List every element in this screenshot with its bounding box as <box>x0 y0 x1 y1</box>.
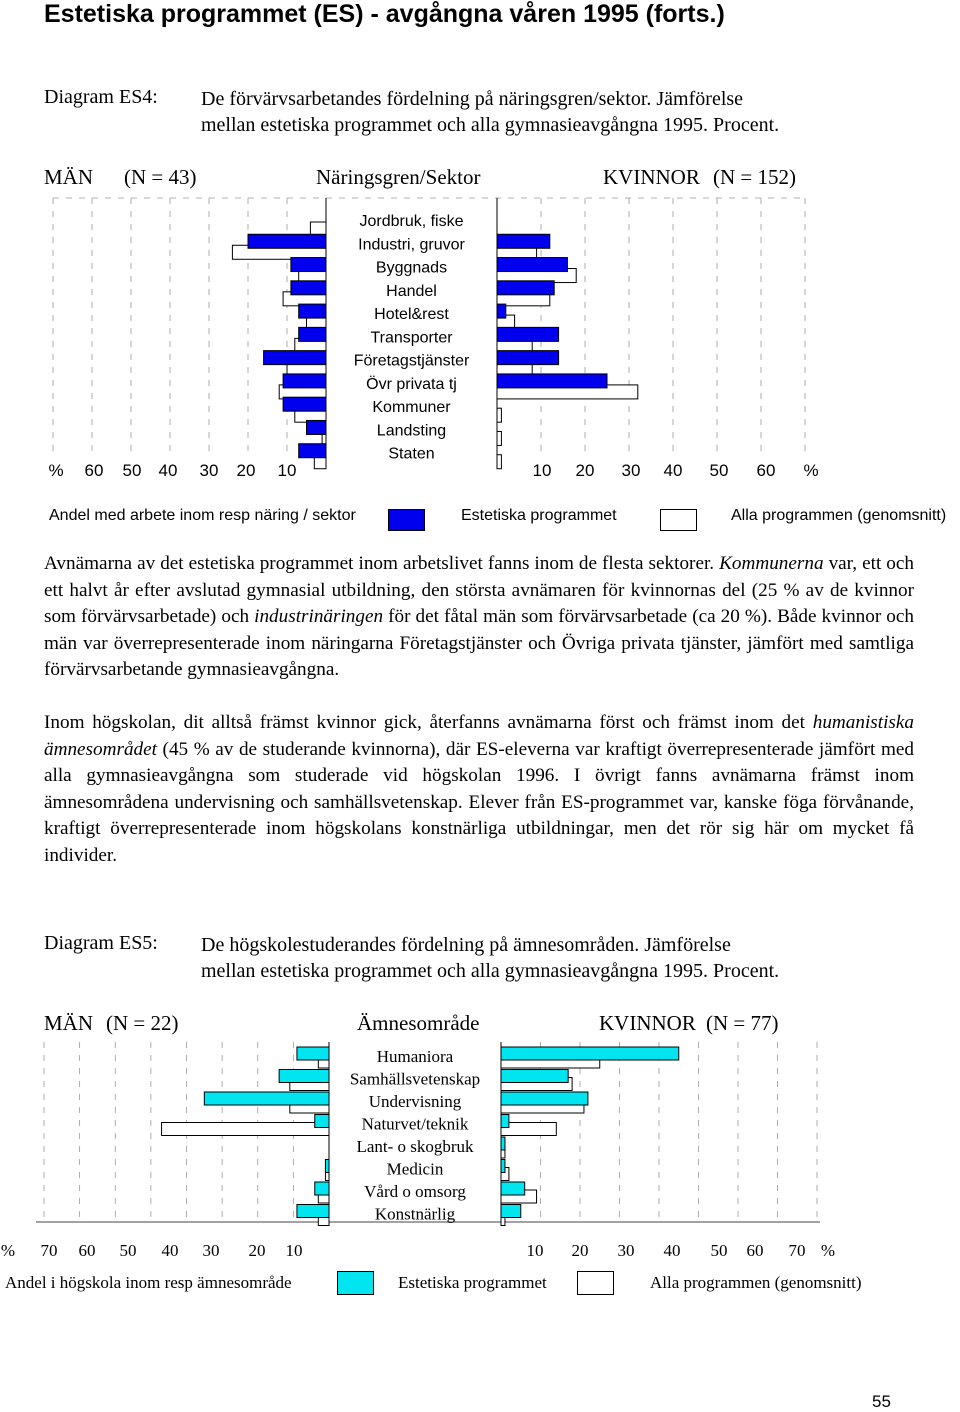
es4-left-tick-label: 10 <box>277 461 297 480</box>
es5-right-tick-label: 20 <box>571 1241 589 1260</box>
es4-left-tick-label: 20 <box>236 461 256 480</box>
es5-left-tick-label: 30 <box>202 1241 220 1260</box>
es5-left-tick-label: 20 <box>248 1241 266 1260</box>
diagram-es4-caption-1: De förvärvsarbetandes fördelning på näringsgren/sektor. Jämförelse <box>201 88 744 110</box>
es4-category-label: Byggnads <box>375 259 448 277</box>
es4-category-label: Transporter <box>370 329 453 347</box>
es5-bar-women-program <box>501 1182 525 1195</box>
es4-category-label: Företagstjänster <box>353 352 470 370</box>
es4-left-tick-label: 60 <box>84 461 104 480</box>
es4-women-label: KVINNOR <box>603 165 700 189</box>
es4-category-label: Handel <box>386 282 437 300</box>
es5-bar-men-program <box>297 1047 329 1060</box>
es4-category-label: Industri, gruvor <box>358 236 465 254</box>
es5-right-tick-label: 60 <box>746 1241 764 1260</box>
es5-category-label: Vård o omsorg <box>364 1182 466 1201</box>
es4-category-label: Jordbruk, fiske <box>359 213 464 230</box>
es5-bar-men-program <box>315 1115 329 1128</box>
es5-bar-men-program <box>315 1182 329 1195</box>
page-title: Estetiska programmet (ES) - avgångna våren 1995 (forts.) <box>44 0 725 28</box>
es5-category-label: Medicin <box>386 1159 444 1179</box>
es5-category-label: Humaniora <box>376 1047 454 1066</box>
es4-women-n: (N = 152) <box>713 165 796 189</box>
es5-right-tick-label: 40 <box>663 1241 681 1260</box>
es5-left-tick-label: % <box>0 1241 16 1260</box>
es5-men-n: (N = 22) <box>106 1011 179 1035</box>
es5-legend-axis-label: Andel i högskola inom resp ämnesområde <box>5 1273 292 1292</box>
es5-men-label: MÄN <box>44 1011 94 1035</box>
es5-legend-all-swatch <box>577 1271 614 1295</box>
paragraph-1-text-e: för det fåtal män som förvärvsarbetade (ca 20 %). Både kvinnor och män var överrepresenterade inom näringarna Företagstjänster och Övriga privata tjänster, jämfört med samtliga förvärvsarbetande gymnasieavgångna. <box>44 606 914 680</box>
es5-bar-women-program <box>501 1160 505 1173</box>
es4-category-label: Landsting <box>376 422 447 440</box>
paragraph-1-emph-b: Kommunerna <box>719 553 824 574</box>
es4-right-tick-label: 50 <box>709 461 729 480</box>
es5-category-label: Konstnärlig <box>374 1204 456 1224</box>
es4-legend-program-label: Estetiska programmet <box>461 507 617 524</box>
paragraph-2-text-a: Inom högskolan, dit alltså främst kvinnor gick, återfanns avnämarna först och främst inom det <box>44 712 813 733</box>
es5-bar-men-all <box>162 1123 329 1136</box>
es5-right-tick-label: 30 <box>617 1241 635 1260</box>
paragraph-2-text-c: (45 % av de studerande kvinnorna), där ES-eleverna var kraftigt överrepresenterade jämfört med alla gymnasieavgångna som studerade vid högskolan 1996. I övrigt fanns avnämarna främst inom ämnesområdena undervisning och samhällsvetenskap. Elever från ES-programmet var, kanske föga förvånande, kraftigt överrepresenterade inom högskolans konstnärliga utbildningar, men det rör sig här om mycket få individer. <box>44 738 914 866</box>
es5-right-tick-label: 70 <box>788 1241 806 1260</box>
es4-right-tick-label: 60 <box>756 461 776 480</box>
es5-women-n: (N = 77) <box>706 1011 779 1035</box>
es5-left-tick-label: 70 <box>40 1241 58 1260</box>
es5-bar-men-program <box>204 1092 329 1105</box>
es5-center-label: Ämnesområde <box>357 1011 480 1035</box>
es4-category-label: Hotel&rest <box>374 306 449 324</box>
diagram-es4-label: Diagram ES4: <box>44 86 158 108</box>
es5-left-tick-label: 60 <box>78 1241 96 1260</box>
es4-left-tick-label: % <box>48 461 64 480</box>
es5-bar-women-program <box>501 1115 509 1128</box>
es5-bar-women-program <box>501 1205 521 1218</box>
es4-right-tick-label: 40 <box>663 461 683 480</box>
es4-legend-axis-label: Andel med arbete inom resp näring / sektor <box>49 507 356 524</box>
es4-right-tick-label: 20 <box>575 461 595 480</box>
es5-right-tick-label: 10 <box>526 1241 544 1260</box>
paragraph-1-emph-d: industrinäringen <box>254 606 384 627</box>
es5-left-tick-label: 50 <box>119 1241 137 1260</box>
es4-center-label: Näringsgren/Sektor <box>316 165 481 189</box>
es4-men-label: MÄN <box>44 165 94 189</box>
es4-category-label: Staten <box>388 445 435 463</box>
es5-bar-men-program <box>279 1070 329 1083</box>
es5-bar-women-program <box>501 1047 679 1060</box>
es5-left-tick-label: 40 <box>161 1241 179 1260</box>
es5-right-tick-label: 50 <box>710 1241 728 1260</box>
es5-women-label: KVINNOR <box>599 1011 696 1035</box>
es5-category-label: Lant- o skogbruk <box>356 1137 474 1156</box>
es5-legend-all-label: Alla programmen (genomsnitt) <box>650 1273 862 1292</box>
es5-bar-men-program <box>297 1205 329 1218</box>
diagram-es5-label: Diagram ES5: <box>44 932 158 954</box>
es4-right-tick-label: 10 <box>532 461 552 480</box>
es4-men-n: (N = 43) <box>124 165 197 189</box>
es5-legend-program-label: Estetiska programmet <box>398 1273 547 1292</box>
es5-bar-women-program <box>501 1070 568 1083</box>
es4-right-tick-label: % <box>803 461 819 480</box>
diagram-es4-caption-2: mellan estetiska programmet och alla gymnasieavgångna 1995. Procent. <box>201 114 780 136</box>
paragraph-2-emph-b: humanistiska ämnesområdet <box>44 712 914 760</box>
es5-category-label: Samhällsvetenskap <box>349 1069 481 1089</box>
es4-category-label: Övr privata tj <box>366 375 457 393</box>
es5-left-tick-label: 10 <box>285 1241 303 1260</box>
es4-legend-all-label: Alla programmen (genomsnitt) <box>731 507 947 524</box>
es5-bar-men-program <box>325 1160 329 1173</box>
es4-left-tick-label: 40 <box>158 461 178 480</box>
es4-category-label: Kommuner <box>372 399 451 417</box>
es5-right-tick-label: % <box>820 1241 836 1260</box>
es4-left-tick-label: 50 <box>122 461 142 480</box>
es5-legend-program-swatch <box>337 1271 374 1295</box>
diagram-es5-caption-2: mellan estetiska programmet och alla gymnasieavgångna 1995. Procent. <box>201 960 780 982</box>
page-number: 55 <box>872 1392 891 1411</box>
paragraph-1-text-c: var, ett och ett halvt år efter avslutad gymnasial utbildning, den största avnämaren för kvinnornas del (25 % av de kvinnor som förvärvsarbetade) och <box>44 553 914 627</box>
es5-category-label: Undervisning <box>368 1092 462 1111</box>
es4-right-tick-label: 30 <box>621 461 641 480</box>
diagram-es5-caption-1: De högskolestuderandes fördelning på ämnesområden. Jämförelse <box>201 934 731 956</box>
es4-left-tick-label: 30 <box>199 461 219 480</box>
es5-bar-women-program <box>501 1137 505 1150</box>
es5-bar-women-program <box>501 1092 588 1105</box>
paragraph-1-text-a: Avnämarna av det estetiska programmet inom arbetslivet fanns inom de flesta sektorer. <box>44 553 720 574</box>
es5-category-label: Naturvet/teknik <box>361 1114 469 1134</box>
